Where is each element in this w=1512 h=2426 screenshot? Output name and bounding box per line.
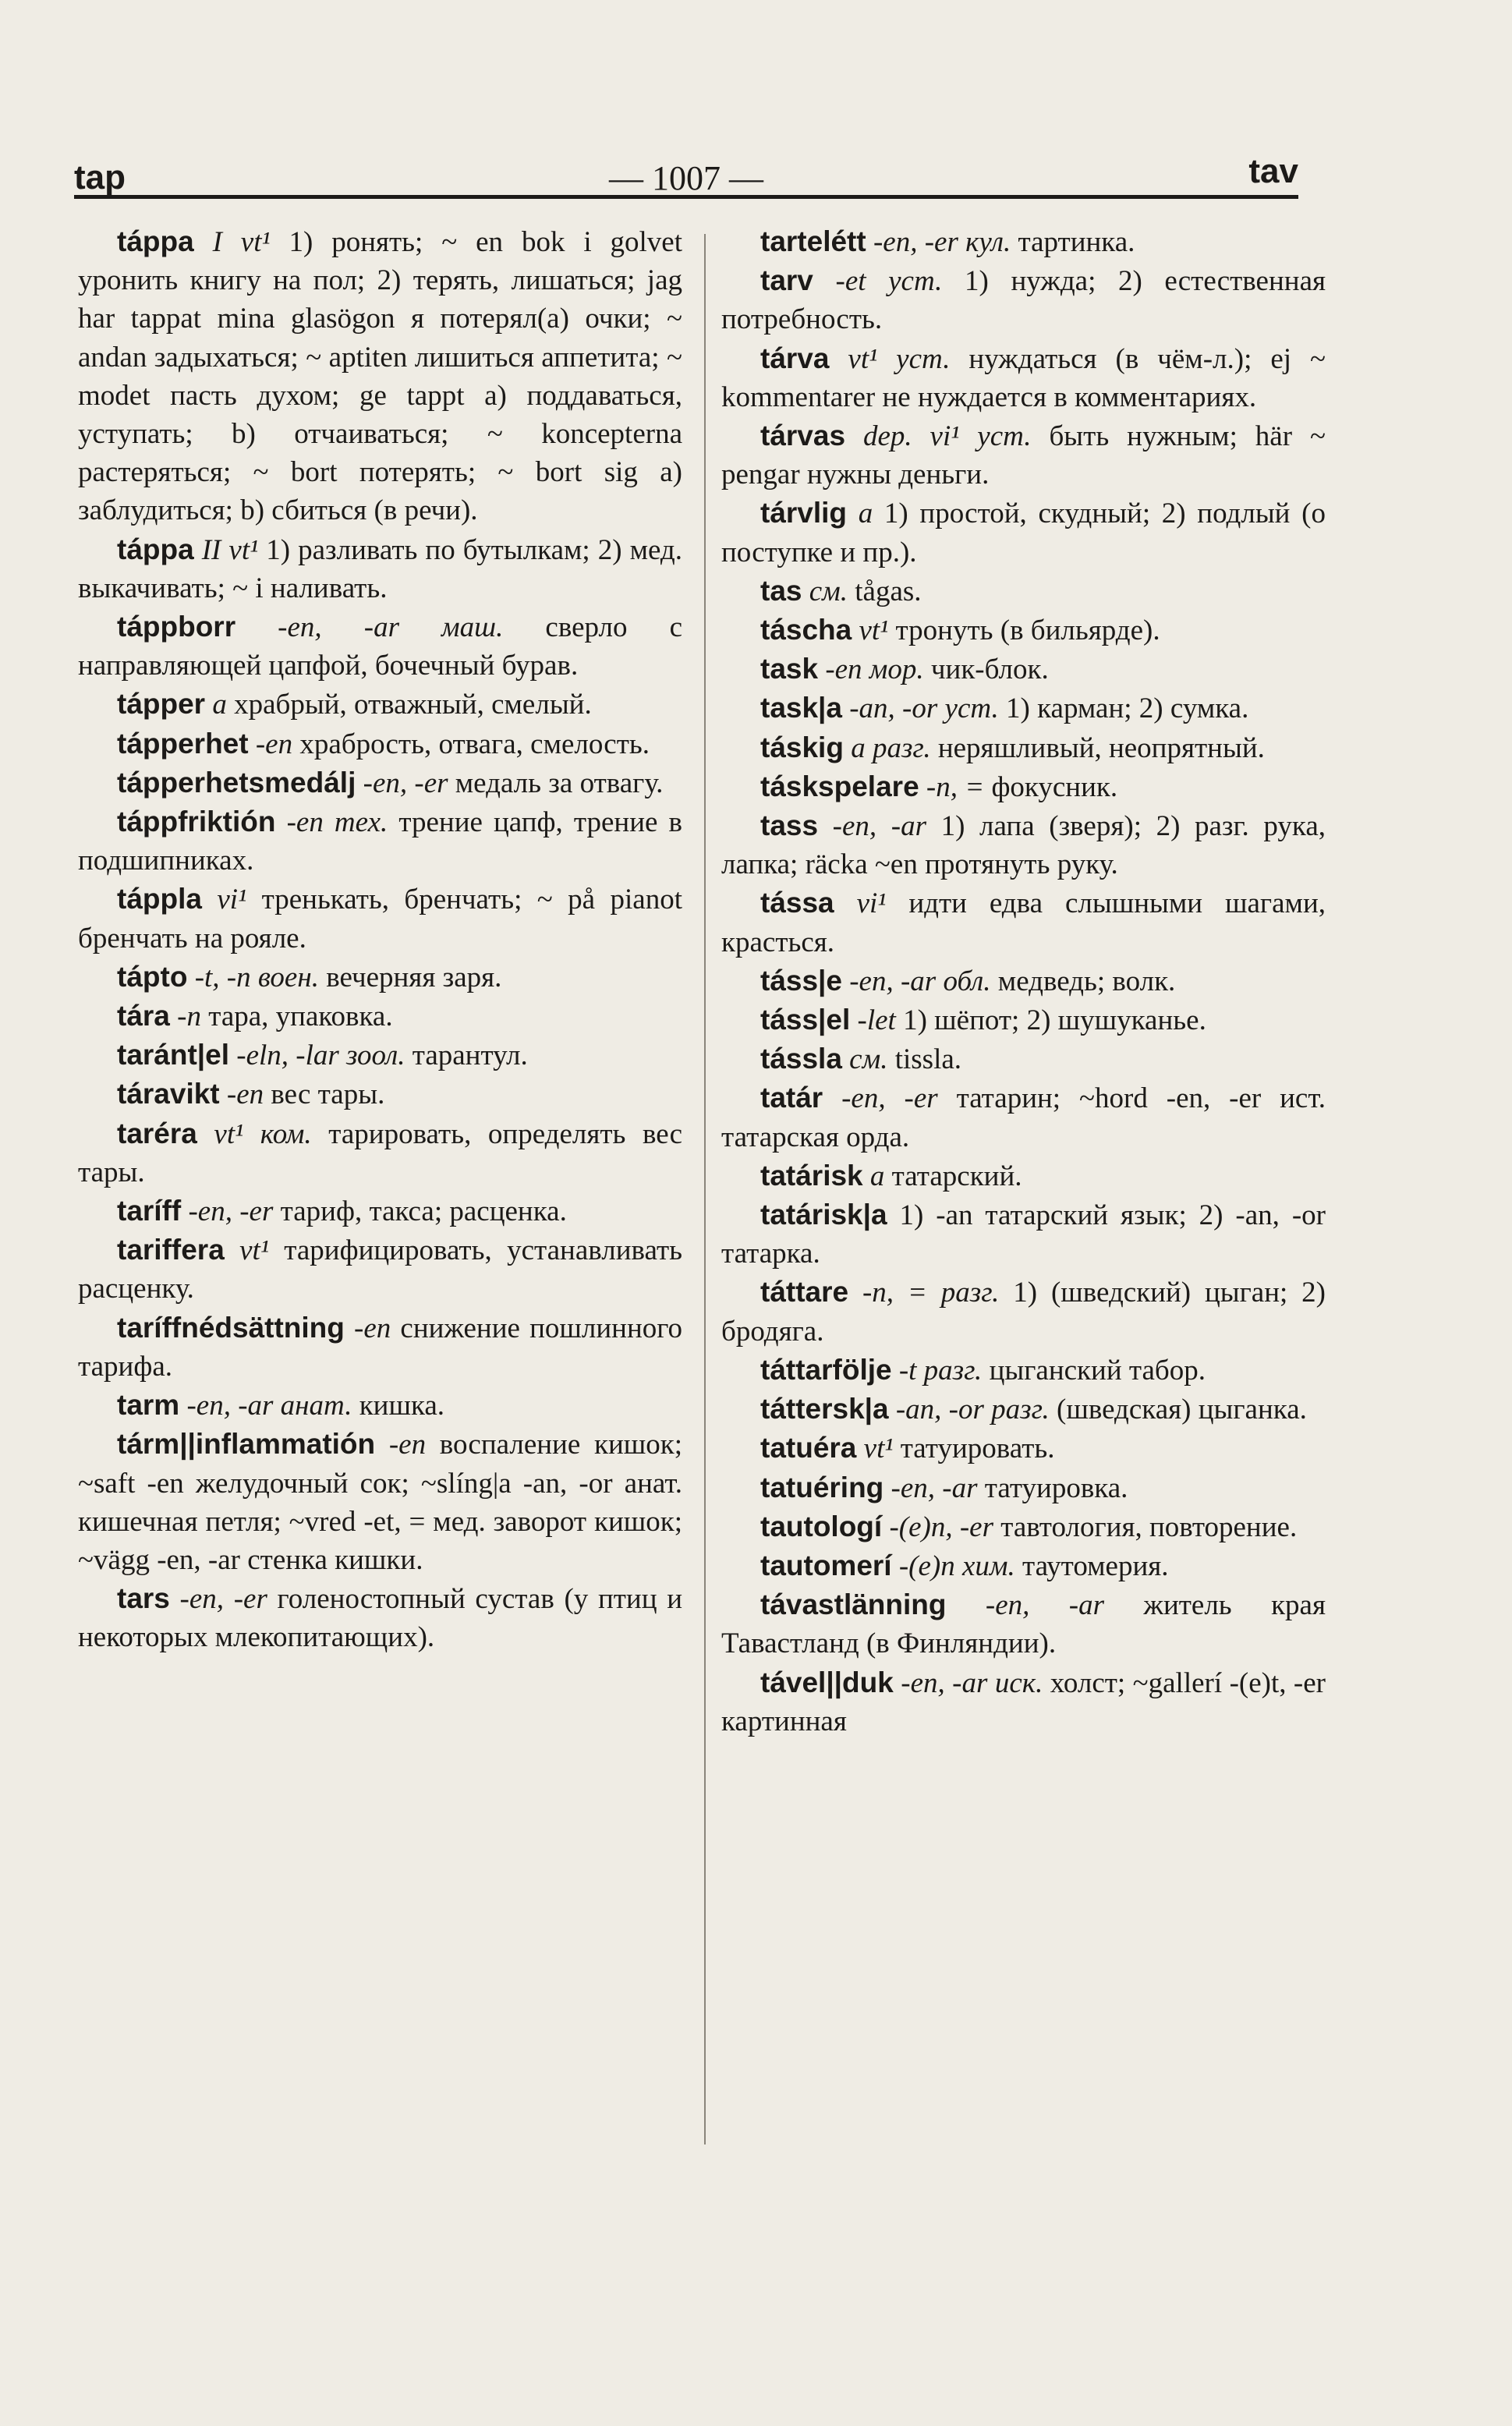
- entry-translation: tågas.: [855, 575, 922, 607]
- entry-headword: tápperhetsmedálj: [117, 766, 356, 799]
- dictionary-entry: [721, 1039, 1326, 1078]
- entry-grammar: -en, -er: [169, 1583, 278, 1616]
- entry-grammar: vi¹: [201, 884, 262, 916]
- entry-headword: táttersk|a: [760, 1393, 889, 1425]
- entry-headword: táscha: [760, 614, 852, 646]
- right-column: [721, 222, 1326, 1741]
- entry-grammar: -en мор.: [818, 653, 931, 686]
- entry-headword: táskig: [760, 731, 844, 763]
- entry-grammar: -en: [375, 1429, 440, 1461]
- entry-grammar: -t разг.: [891, 1354, 990, 1387]
- dictionary-entry: [721, 1156, 1326, 1195]
- entry-grammar: -n, =: [919, 770, 992, 803]
- entry-grammar: vt¹ ком.: [197, 1117, 329, 1150]
- entry-grammar: -n, = разг.: [848, 1277, 1014, 1309]
- dictionary-entry: [78, 530, 682, 607]
- entry-grammar: II vt¹: [193, 533, 267, 566]
- page-number: — 1007 —: [609, 159, 763, 197]
- entry-grammar: -en, -er: [823, 1082, 957, 1115]
- entry-translation: тариф, такса; расценка.: [280, 1195, 567, 1228]
- entry-headword: tatárisk: [760, 1159, 863, 1192]
- entry-grammar: -eln, -lar зоол.: [229, 1039, 413, 1072]
- entry-translation: вес тары.: [271, 1078, 385, 1111]
- entry-grammar: см.: [841, 1043, 895, 1076]
- entry-headword: tatárisk|a: [760, 1199, 887, 1231]
- entry-translation: 1) простой, скудный; 2) подлый (о поступке и пр.).: [721, 498, 1326, 568]
- entry-grammar: a: [205, 689, 235, 721]
- dictionary-entry: [721, 884, 1326, 961]
- entry-translation: идти едва слышными шагами, красться.: [721, 887, 1326, 958]
- dictionary-entry: [721, 1429, 1326, 1468]
- entry-headword: task: [760, 653, 819, 685]
- dictionary-entry: [721, 1195, 1326, 1273]
- entry-headword: táppfriktión: [117, 806, 276, 838]
- entry-headword: táss|el: [760, 1004, 851, 1036]
- entry-headword: tárvas: [760, 420, 846, 452]
- entry-headword: task|a: [760, 692, 842, 724]
- dictionary-entry: [721, 689, 1326, 728]
- dictionary-entry: [721, 572, 1326, 611]
- dictionary-entry: [78, 607, 682, 685]
- dictionary-entry: [721, 1273, 1326, 1350]
- entry-headword: tável||duk: [760, 1666, 894, 1698]
- entry-headword: tássla: [760, 1043, 842, 1075]
- dictionary-entry: [721, 339, 1326, 416]
- dictionary-entry: [721, 1078, 1326, 1156]
- header-last-word: tav: [1248, 152, 1298, 190]
- dictionary-entry: [78, 222, 682, 530]
- left-column: [78, 222, 682, 1657]
- dictionary-entry: [721, 1468, 1326, 1507]
- entry-translation: неряшливый, неопрятный.: [937, 731, 1265, 764]
- entry-grammar: vt¹: [856, 1433, 901, 1465]
- header-first-word: tap: [74, 158, 126, 197]
- entry-translation: tissla.: [894, 1043, 962, 1076]
- entry-grammar: -(e)n хим.: [891, 1549, 1022, 1582]
- entry-headword: tas: [760, 574, 802, 607]
- entry-grammar: см.: [802, 575, 855, 607]
- entry-grammar: dep. vi¹ уст.: [845, 420, 1050, 453]
- entry-grammar: -en, -er кул.: [866, 226, 1018, 258]
- dictionary-entry: [78, 802, 682, 880]
- entry-headword: tars: [117, 1582, 170, 1615]
- dictionary-entry: [721, 494, 1326, 571]
- entry-headword: tatuéra: [760, 1432, 857, 1464]
- dictionary-entry: [721, 728, 1326, 767]
- entry-translation: 1) шёпот; 2) шушуканье.: [903, 1004, 1206, 1037]
- entry-headword: tárm||inflammatión: [117, 1428, 376, 1461]
- entry-headword: tariffera: [117, 1234, 225, 1266]
- entry-headword: táppa: [117, 533, 194, 565]
- dictionary-entry: [721, 1507, 1326, 1546]
- dictionary-entry: [721, 611, 1326, 650]
- entry-translation: медаль за отвагу.: [455, 767, 664, 799]
- entry-grammar: -en, -ar: [946, 1589, 1144, 1622]
- entry-grammar: vi¹: [834, 887, 909, 920]
- entry-grammar: -en, -ar: [883, 1472, 985, 1504]
- entry-translation: тарантул.: [412, 1039, 528, 1072]
- entry-translation: воспаление кишок; ~saft -en желудочный сок; ~slíng|a -an, -or анат. кишечная петля; ~vred -et, = мед. заворот кишок; ~vägg -en, -ar стенка кишки.: [78, 1429, 682, 1576]
- entry-grammar: -en, -er: [181, 1195, 281, 1228]
- entry-grammar: -(e)n, -er: [882, 1510, 1001, 1543]
- entry-grammar: -en, -ar обл.: [841, 965, 998, 997]
- entry-grammar: vt¹ уст.: [829, 342, 969, 375]
- entry-translation: нуждаться (в чём-л.); ej ~ kommentarer не нуждается в комментариях.: [721, 342, 1326, 413]
- entry-translation: храбрость, отвага, смелость.: [299, 728, 650, 760]
- dictionary-entry: [78, 997, 682, 1036]
- dictionary-entry: [721, 222, 1326, 261]
- entry-grammar: -an, -or разг.: [888, 1394, 1057, 1426]
- entry-translation: медведь; волк.: [997, 965, 1176, 997]
- entry-translation: тронуть (в бильярде).: [895, 614, 1160, 647]
- entry-translation: храбрый, отважный, смелый.: [234, 689, 592, 721]
- entry-grammar: -t, -n воен.: [187, 961, 327, 993]
- entry-translation: татуировать.: [900, 1433, 1055, 1465]
- dictionary-entry: [78, 763, 682, 802]
- entry-translation: тарифицировать, устанавливать расценку.: [78, 1234, 682, 1305]
- entry-headword: távastlänning: [760, 1588, 947, 1621]
- entry-headword: taréra: [117, 1117, 197, 1149]
- dictionary-entry: [721, 1351, 1326, 1390]
- entry-translation: 1) карман; 2) сумка.: [1006, 692, 1249, 725]
- entry-grammar: -en, -er: [356, 767, 455, 799]
- entry-headword: taríff: [117, 1195, 182, 1227]
- entry-translation: 1) нужда; 2) естественная потребность.: [721, 265, 1326, 336]
- entry-headword: tarv: [760, 264, 813, 297]
- entry-translation: тара, упаковка.: [208, 1001, 393, 1033]
- dictionary-entry: [78, 724, 682, 763]
- entry-headword: tatár: [760, 1082, 823, 1114]
- entry-grammar: -n: [169, 1001, 209, 1033]
- entry-headword: táravikt: [117, 1078, 220, 1110]
- dictionary-entry: [721, 261, 1326, 338]
- entry-translation: татуировка.: [984, 1472, 1128, 1504]
- entry-translation: 1) ронять; ~ en bok i golvet уронить книгу на пол; 2) терять, лишаться; jag har tappat mina glasögon я потерял(а) очки; ~ andan задыхаться; ~ aptiten лишиться аппетита; ~ modet пасть духом; ge tappt а) поддаваться, уступать; b) отчаиваться; ~ koncepterna растеряться; ~ bort потерять; ~ bort sig а) заблудиться; b) сбиться (в речи).: [78, 226, 682, 527]
- entry-headword: tápto: [117, 960, 188, 993]
- dictionary-entry: [721, 767, 1326, 806]
- entry-translation: татарский.: [891, 1160, 1022, 1192]
- entry-headword: tárva: [760, 342, 830, 374]
- dictionary-entry: [78, 1579, 682, 1656]
- column-divider: [704, 234, 706, 2144]
- entry-headword: tára: [117, 1000, 170, 1032]
- entry-headword: tartelétt: [760, 225, 866, 257]
- dictionary-entry: [721, 650, 1326, 689]
- dictionary-entry: [721, 806, 1326, 884]
- entry-translation: голеностопный сустав (у птиц и некоторых млекопитающих).: [78, 1583, 682, 1654]
- entry-headword: tatuéring: [760, 1471, 884, 1503]
- entry-grammar: -en: [219, 1078, 271, 1111]
- entry-grammar: a разг.: [843, 731, 938, 764]
- entry-grammar: -en, -ar: [818, 810, 941, 843]
- entry-translation: (шведская) цыганка.: [1057, 1394, 1307, 1426]
- entry-grammar: vt¹: [224, 1234, 285, 1267]
- dictionary-entry: [721, 1390, 1326, 1429]
- entry-translation: таутомерия.: [1022, 1549, 1169, 1582]
- entry-translation: снижение пошлинного тарифа.: [78, 1312, 682, 1383]
- entry-headword: táttare: [760, 1276, 849, 1309]
- entry-headword: táttarfölje: [760, 1353, 892, 1386]
- dictionary-entry: [78, 1425, 682, 1579]
- entry-grammar: -en: [344, 1312, 401, 1344]
- entry-translation: вечерняя заря.: [326, 961, 502, 993]
- entry-headword: tápper: [117, 688, 206, 721]
- entry-translation: кишка.: [359, 1390, 445, 1422]
- entry-headword: tass: [760, 809, 819, 842]
- dictionary-entry: [78, 1386, 682, 1425]
- dictionary-entry: [78, 1231, 682, 1308]
- dictionary-entry: [78, 1036, 682, 1075]
- dictionary-entry: [78, 1192, 682, 1231]
- entry-grammar: -en, -ar анат.: [179, 1390, 359, 1422]
- entry-headword: táppborr: [117, 611, 236, 643]
- entry-grammar: -en: [248, 728, 300, 760]
- entry-translation: цыганский табор.: [989, 1354, 1206, 1387]
- entry-grammar: -en, -ar маш.: [235, 611, 546, 644]
- entry-grammar: a: [847, 498, 884, 530]
- dictionary-entry: [721, 416, 1326, 494]
- entry-translation: татарин; ~hord -en, -er ист. татарская орда.: [721, 1082, 1326, 1153]
- entry-grammar: [887, 1199, 900, 1231]
- entry-headword: tarm: [117, 1389, 180, 1422]
- entry-translation: 1) -an татарский язык; 2) -an, -or татарка.: [721, 1199, 1326, 1270]
- entry-translation: быть нужным; här ~ pengar нужны деньги.: [721, 420, 1326, 491]
- entry-grammar: -et уст.: [813, 265, 965, 298]
- entry-translation: тартинка.: [1018, 226, 1135, 258]
- entry-headword: taránt|el: [117, 1039, 230, 1071]
- dictionary-entry: [721, 1546, 1326, 1585]
- header-rule: [74, 195, 1298, 199]
- entry-headword: tápperhet: [117, 727, 249, 760]
- dictionary-entry: [78, 880, 682, 957]
- entry-translation: 1) лапа (зверя); 2) разг. рука, лапка; räcka ~en протянуть руку.: [721, 810, 1326, 881]
- entry-translation: 1) (шведский) цыган; 2) бродяга.: [721, 1277, 1326, 1348]
- entry-grammar: -en, -ar иск.: [893, 1666, 1050, 1699]
- dictionary-entry: [721, 1001, 1326, 1039]
- entry-translation: житель края Тавастланд (в Финляндии).: [721, 1589, 1326, 1660]
- entry-translation: тарировать, определять вес тары.: [78, 1117, 682, 1188]
- dictionary-entry: [721, 1663, 1326, 1741]
- entry-headword: táskspelare: [760, 770, 919, 802]
- dictionary-entry: [78, 1309, 682, 1386]
- dictionary-entry: [721, 1585, 1326, 1663]
- entry-headword: tautomerí: [760, 1549, 892, 1581]
- entry-grammar: -an, -or уст.: [841, 692, 1007, 725]
- entry-grammar: vt¹: [852, 614, 896, 647]
- dictionary-entry: [78, 1075, 682, 1114]
- entry-headword: tautologí: [760, 1510, 883, 1542]
- entry-headword: taríffnédsättning: [117, 1311, 345, 1344]
- entry-headword: táss|e: [760, 964, 842, 997]
- entry-headword: tárvlig: [760, 497, 848, 529]
- entry-grammar: I vt¹: [193, 226, 289, 258]
- dictionary-entry: [78, 685, 682, 724]
- entry-translation: чик-блок.: [930, 653, 1049, 686]
- entry-headword: táppla: [117, 883, 202, 916]
- entry-translation: сверло с направляющей цапфой, бочечный бурав.: [78, 611, 682, 682]
- dictionary-entry: [721, 962, 1326, 1001]
- entry-translation: фокусник.: [991, 770, 1118, 803]
- entry-translation: тавтология, повторение.: [1000, 1510, 1298, 1543]
- dictionary-entry: [78, 958, 682, 997]
- entry-translation: трение цапф, трение в подшипниках.: [78, 806, 682, 877]
- entry-translation: тренькать, бренчать; ~ på pianot бренчать на рояле.: [78, 884, 682, 954]
- entry-headword: táppa: [117, 225, 194, 257]
- entry-headword: tássa: [760, 887, 834, 919]
- entry-grammar: -let: [850, 1004, 904, 1037]
- entry-grammar: -en тех.: [275, 806, 399, 839]
- entry-translation: 1) разливать по бутылкам; 2) мед. выкачивать; ~ i наливать.: [78, 533, 683, 604]
- entry-translation: холст; ~gallerí -(e)t, -er картинная: [721, 1666, 1326, 1737]
- dictionary-entry: [78, 1114, 682, 1192]
- entry-grammar: a: [862, 1160, 892, 1192]
